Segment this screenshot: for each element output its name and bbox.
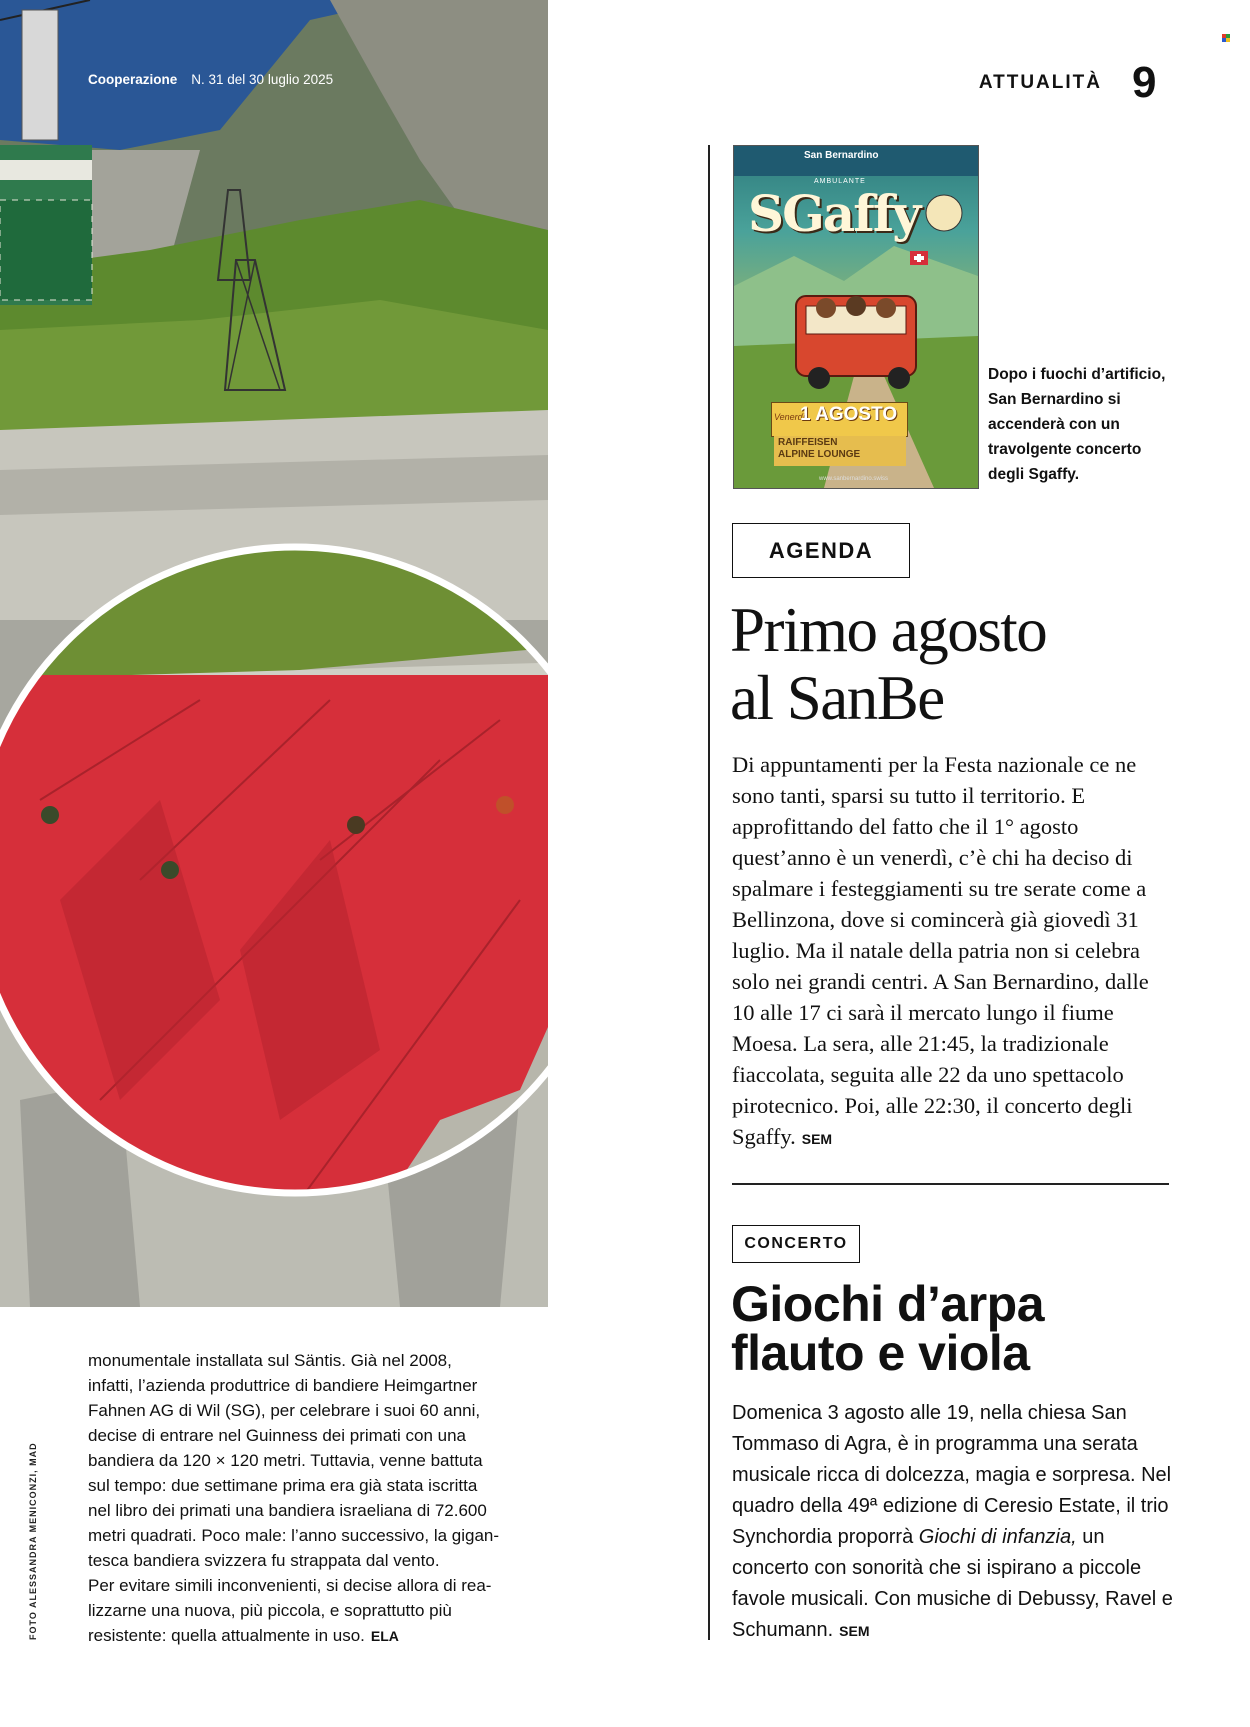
left-article-line: decise di entrare nel Guinness dei primati con una bbox=[88, 1426, 466, 1445]
column-divider bbox=[708, 145, 710, 1640]
poster-title: SGaffy bbox=[748, 184, 920, 243]
concerto-headline-line2: flauto e viola bbox=[731, 1325, 1030, 1381]
left-article-line: monumentale installata sul Säntis. Già nel 2008, bbox=[88, 1351, 452, 1370]
left-article-line: bandiera da 120 × 120 metri. Tuttavia, venne battuta bbox=[88, 1451, 483, 1470]
left-article-line: resistente: quella attualmente in uso. bbox=[88, 1626, 365, 1645]
agenda-body-text: Di appuntamenti per la Festa nazionale ce ne sono tanti, sparsi su tutto il territorio. E approfittando del fatto che il 1° agosto quest’anno è un venerdì, c’è chi ha deciso di spalmare i festeggiamenti su tre serate come a Bellinzona, dove si comincerà già giovedì 31 luglio. Ma il natale della patria non si celebra solo nei grandi centri. A San Bernardino, dalle 10 alle 17 ci sarà il mercato lungo il fiume Moesa. La sera, alle 21:45, la tradizionale fiaccolata, seguita alle 22 da uno spettacolo pirotecnico. Poi, alle 22:30, il concerto degli Sgaffy. bbox=[732, 752, 1149, 1149]
agenda-body bbox=[732, 749, 1172, 1155]
concerto-headline bbox=[731, 1276, 1191, 1381]
agenda-headline-line1: Primo agosto bbox=[730, 595, 1047, 665]
publication-name: Cooperazione bbox=[88, 72, 178, 87]
section-label: ATTUALITÀ bbox=[978, 72, 1102, 93]
cover-photo bbox=[0, 0, 548, 1307]
concerto-tag: CONCERTO bbox=[732, 1225, 860, 1263]
left-article-line: Fahnen AG di Wil (SG), per celebrare i suoi 60 anni, bbox=[88, 1401, 481, 1420]
concerto-body bbox=[732, 1398, 1177, 1647]
poster-caption: Dopo i fuochi d’artificio, San Bernardino si accenderà con un travolgente concerto degli Sgaffy. bbox=[988, 366, 1166, 483]
agenda-tag: AGENDA bbox=[732, 523, 910, 578]
left-article-line-last bbox=[88, 1623, 538, 1649]
concerto-headline-line1: Giochi d’arpa bbox=[731, 1276, 1045, 1332]
concerto-signature: SEM bbox=[839, 1623, 870, 1639]
left-article-line: Per evitare simili inconvenienti, si decise allora di rea- bbox=[88, 1576, 492, 1595]
left-article-signature: ELA bbox=[370, 1628, 399, 1644]
poster-top-text: San Bernardino bbox=[804, 150, 879, 161]
poster-subtitle: AMBULANTE bbox=[814, 178, 866, 185]
concerto-body-before: Domenica 3 agosto alle 19, nella chiesa San Tommaso di Agra, è in programma una serata musicale ricca di dolcezza, magia e sorpresa. Nel quadro della 49ª edizione di Ceresio Estate, il trio Synchordia proporrà bbox=[732, 1402, 1172, 1548]
left-article bbox=[88, 1348, 538, 1649]
concert-poster bbox=[733, 145, 979, 489]
photo-illustration bbox=[0, 0, 548, 1307]
page-number: 9 bbox=[1132, 58, 1157, 107]
photo-credit: FOTO ALESSANDRA MENICONZI, MAD bbox=[28, 1442, 38, 1640]
left-article-line: infatti, l’azienda produttrice di bandiere Heimgartner bbox=[88, 1376, 478, 1395]
concerto-body-after: un concerto con sonorità che si ispirano a piccole favole musicali. Con musiche di Debussy, Ravel e Schumann. bbox=[732, 1526, 1173, 1641]
left-article-line: nel libro dei primati una bandiera israeliana di 72.600 bbox=[88, 1501, 487, 1520]
poster-venue-line2: ALPINE LOUNGE bbox=[778, 449, 861, 460]
poster-venue-line1: RAIFFEISEN bbox=[778, 437, 838, 448]
concerto-body-title: Giochi di infanzia, bbox=[918, 1526, 1077, 1548]
left-article-line: metri quadrati. Poco male: l’anno successivo, la gigan- bbox=[88, 1526, 500, 1545]
poster-date: 1 AGOSTO bbox=[800, 404, 898, 425]
poster-url: www.sanbernardino.swiss bbox=[819, 476, 889, 482]
poster-venue bbox=[778, 437, 860, 461]
poster-date-day: Venerdì bbox=[774, 412, 806, 422]
masthead bbox=[88, 72, 333, 87]
section-divider bbox=[732, 1183, 1169, 1185]
agenda-signature: SEM bbox=[801, 1131, 833, 1147]
printer-mark-icon bbox=[1222, 34, 1230, 42]
agenda-headline bbox=[730, 596, 1190, 732]
left-article-line: tesca bandiera svizzera fu strappata dal vento. bbox=[88, 1551, 440, 1570]
left-article-line: sul tempo: due settimane prima era già stata iscritta bbox=[88, 1476, 478, 1495]
left-article-line: lizzarne una nuova, più piccola, e soprattutto più bbox=[88, 1601, 452, 1620]
issue-info: N. 31 del 30 luglio 2025 bbox=[191, 72, 334, 87]
agenda-headline-line2: al SanBe bbox=[730, 663, 944, 733]
